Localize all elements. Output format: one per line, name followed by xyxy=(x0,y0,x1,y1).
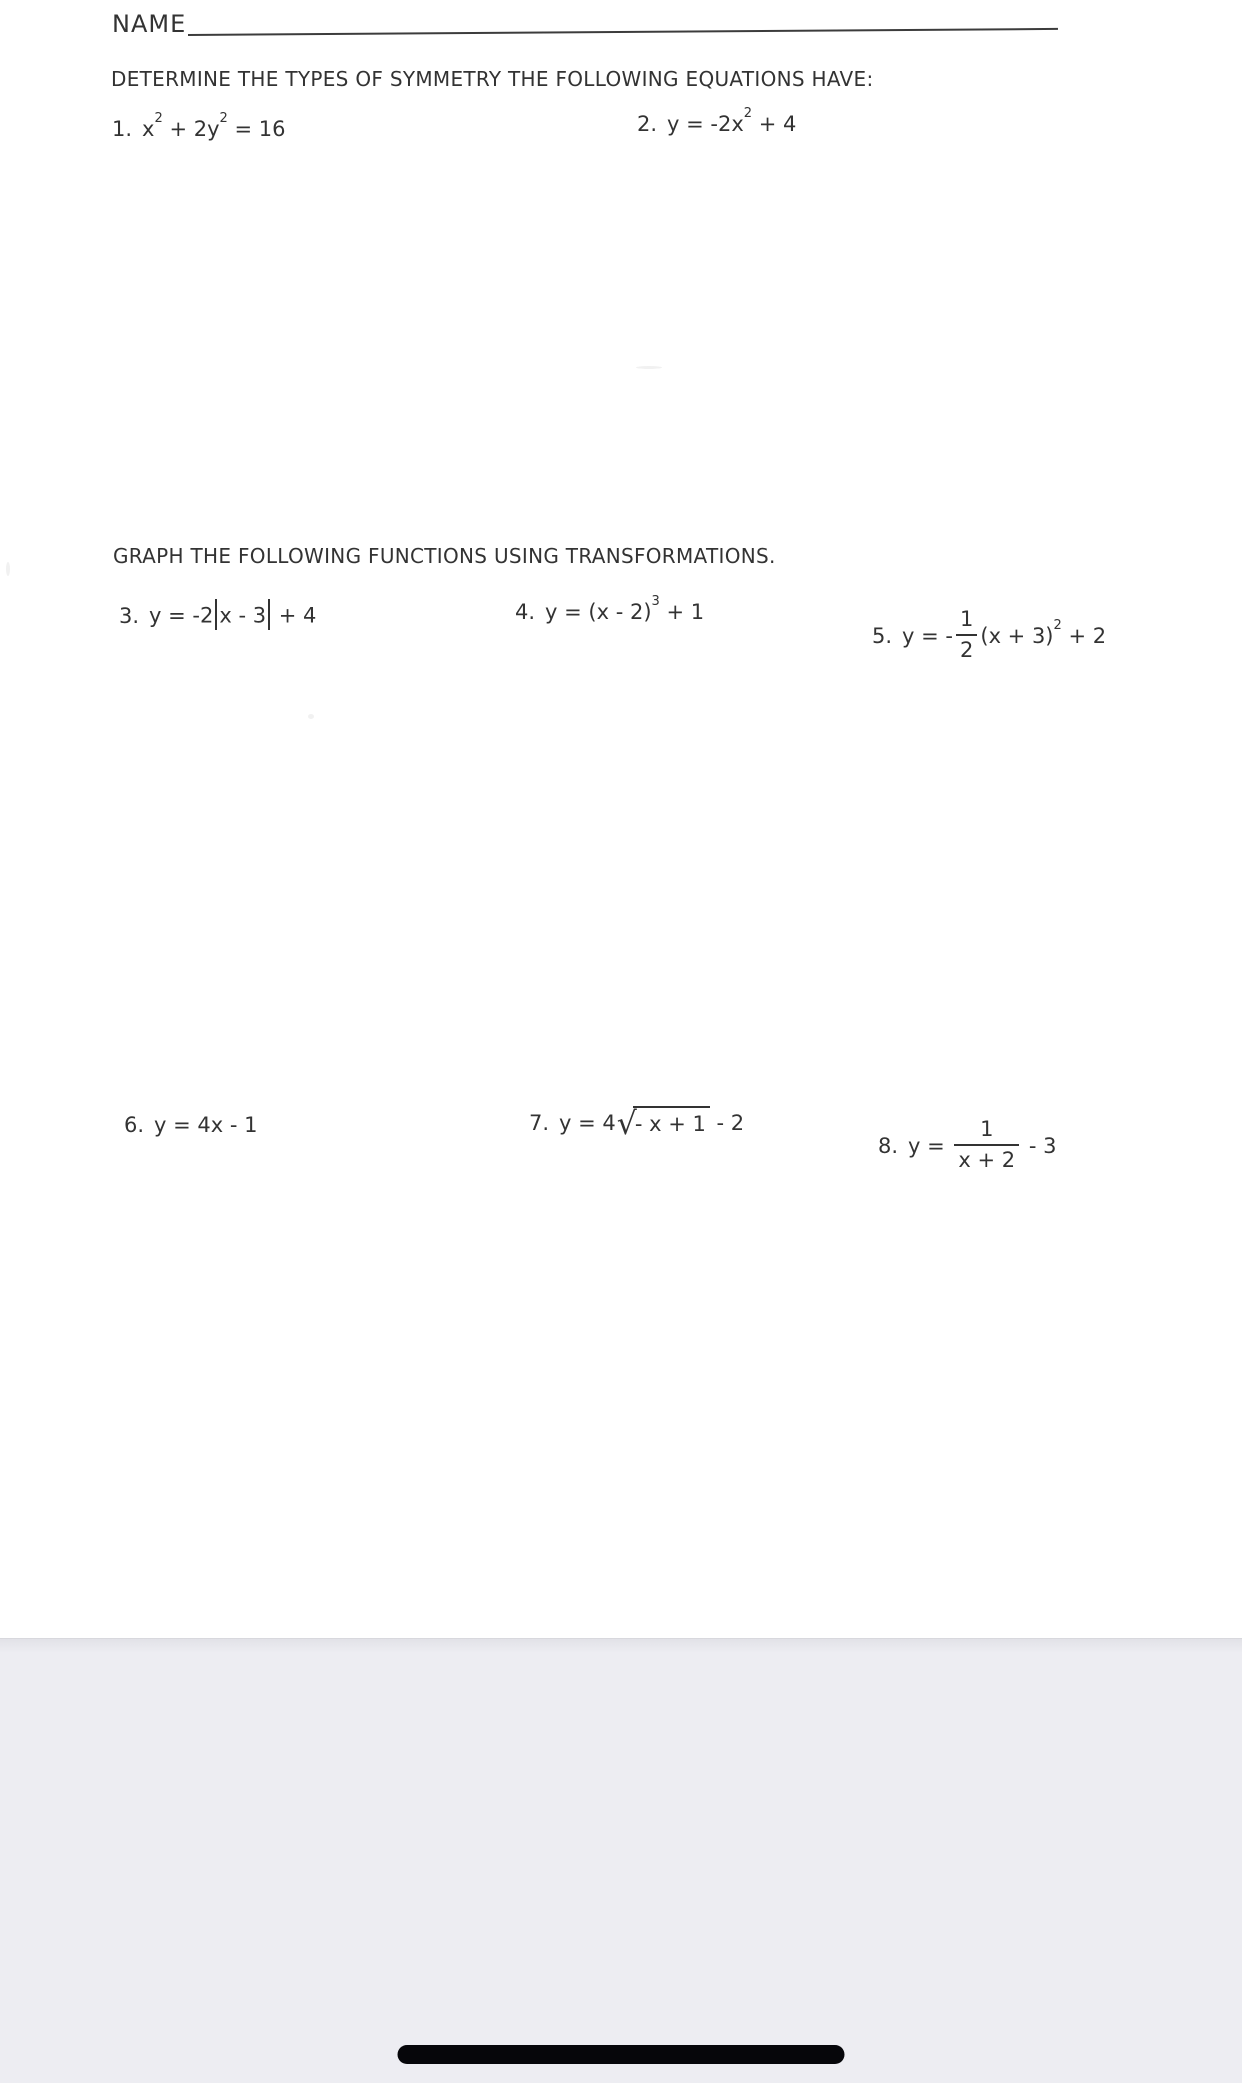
problem-6: 6. y = 4x - 1 xyxy=(124,1113,258,1137)
name-blank-line xyxy=(188,28,1058,36)
problem-8: 8. y = $\frac{1}{x + 2}$ - 3 xyxy=(878,1117,1057,1172)
symmetry-section-heading: DETERMINE THE TYPES OF SYMMETRY THE FOLLOWING EQUATIONS HAVE: xyxy=(111,67,874,91)
problem-5: 5. y = - $\frac{1}{2}$ $(x + 3)^2 + 2$ xyxy=(872,607,1107,662)
problem-4: 4. y = (x - 2)$^3$ + 1 xyxy=(515,593,705,624)
home-indicator-bar[interactable] xyxy=(398,2045,845,2064)
scan-artifact xyxy=(308,714,314,719)
problem-3: 3. y = -2 x - 3 + 4 xyxy=(119,601,316,632)
graph-section-heading: GRAPH THE FOLLOWING FUNCTIONS USING TRANSFORMATIONS. xyxy=(113,544,776,568)
device-background-area xyxy=(0,1638,1242,2083)
name-label: NAME xyxy=(112,10,187,38)
scan-artifact xyxy=(6,562,10,576)
problem-2: 2. $y = -2x^2 + 4$ xyxy=(637,105,797,136)
problem-1: 1. $x^2 + 2y^2 = 16$ xyxy=(112,110,286,141)
scan-artifact xyxy=(636,366,662,369)
problem-7: 7. y = 4 √ - x + 1 - 2 xyxy=(529,1106,745,1142)
